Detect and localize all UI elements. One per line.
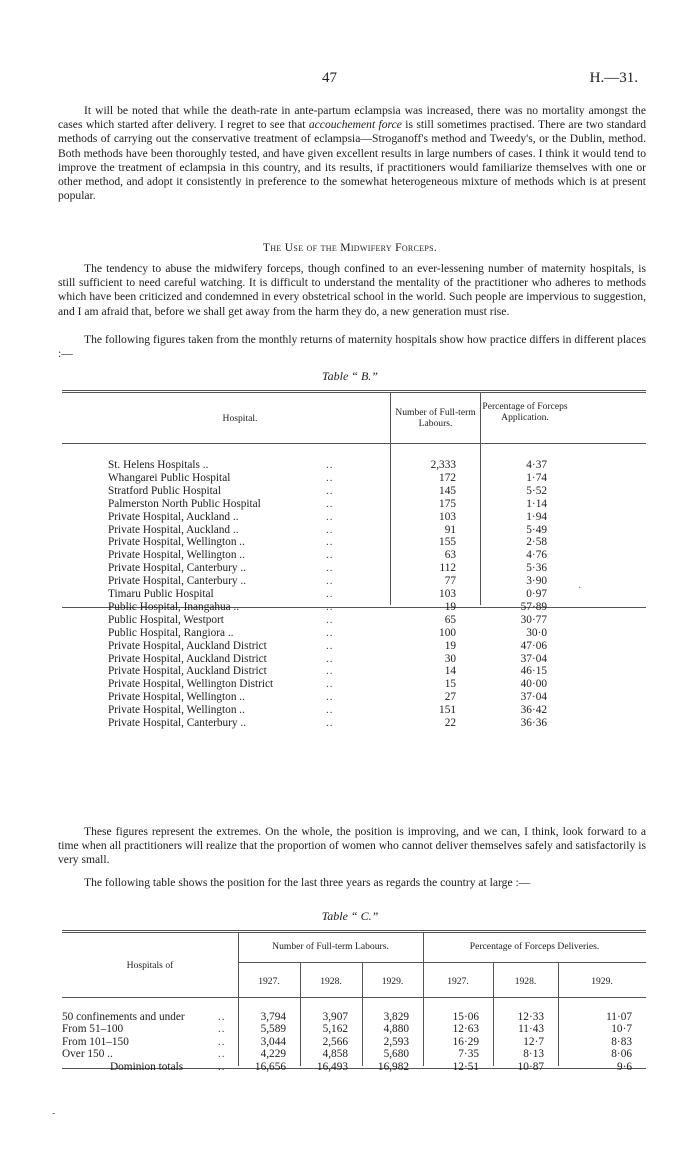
year-header: 1927. <box>258 976 280 987</box>
leader-dots: .. <box>326 484 334 497</box>
hospital-name: Private Hospital, Canterbury .. <box>108 562 247 575</box>
forceps-percentage: 5·52 <box>526 484 547 497</box>
leader-dots: .. <box>326 665 334 678</box>
table-c-header-labours: Number of Full-term Labours. <box>272 941 389 952</box>
labours-value: 2,593 <box>383 1035 409 1048</box>
labours-value: 4,229 <box>260 1048 286 1061</box>
hospital-name: Private Hospital, Wellington .. <box>108 704 245 717</box>
forceps-percentage: 1·74 <box>526 471 547 484</box>
forceps-percentage: 5·36 <box>526 562 547 575</box>
forceps-percentage: 16·29 <box>452 1035 479 1048</box>
leader-dots: .. <box>218 1060 226 1073</box>
hospital-name: Private Hospital, Wellington .. <box>108 691 245 704</box>
labours-value: 3,907 <box>322 1011 348 1023</box>
leader-dots: .. <box>326 549 334 562</box>
page-number: 47 <box>322 70 337 86</box>
stray-mark: · <box>578 583 582 594</box>
labours-value: 2,566 <box>322 1035 348 1048</box>
forceps-percentage: 8·13 <box>523 1048 544 1061</box>
leader-dots: .. <box>218 1048 226 1061</box>
forceps-percentage: 47·06 <box>520 639 547 652</box>
forceps-percentage: 37·04 <box>520 691 547 704</box>
forceps-percentage: 11·07 <box>606 1011 632 1023</box>
full-term-labours: 27 <box>444 691 456 704</box>
leader-dots: .. <box>326 639 334 652</box>
hospital-name: Private Hospital, Auckland District <box>108 665 267 678</box>
stray-mark: - <box>52 1108 56 1119</box>
table-c-header-hospitals: Hospitals of <box>126 960 174 971</box>
full-term-labours: 19 <box>444 639 456 652</box>
paragraph-country-intro: The following table shows the position for the last three years as regards the country at large :— <box>84 876 531 889</box>
paragraph-forceps-abuse: The tendency to abuse the midwifery forceps, though confined to an ever-lessening number of maternity hospitals, is still sufficient to need careful watching. It is difficult to understand the mentality of the practitioner who adheres to methods which have been criticized and condemned in every obstetrical school in the world. Such people are impervious to suggestion, and I am afraid that, before we shall get away from the harm they do, a new generation must rise. <box>58 262 646 318</box>
hospital-name: Palmerston North Public Hospital <box>108 497 261 510</box>
forceps-percentage: 0·97 <box>526 588 547 600</box>
hospital-name: Private Hospital, Canterbury .. <box>108 575 247 588</box>
row-label: 50 confinements and under <box>62 1011 185 1023</box>
forceps-percentage: 1·14 <box>526 497 547 510</box>
leader-dots: .. <box>218 1035 226 1048</box>
full-term-labours: 19 <box>444 600 456 613</box>
forceps-percentage: 4·37 <box>526 459 547 471</box>
full-term-labours: 91 <box>444 523 456 536</box>
full-term-labours: 112 <box>439 562 456 575</box>
year-header: 1927. <box>447 976 469 987</box>
table-b-caption: Table “ B.” <box>322 369 378 383</box>
full-term-labours: 100 <box>439 626 456 639</box>
full-term-labours: 2,333 <box>430 459 456 471</box>
paragraph-text: It will be noted that while the death-rate in ante-partum eclampsia was increased, there was no mortality amongst the cases which started after delivery. I regret to see that <box>58 104 646 132</box>
hospital-name: Private Hospital, Auckland .. <box>108 510 239 523</box>
forceps-percentage: 37·04 <box>520 652 547 665</box>
leader-dots: .. <box>326 459 334 471</box>
labours-value: 3,829 <box>383 1011 409 1023</box>
labours-value: 16,656 <box>254 1060 286 1073</box>
hospital-name: Public Hospital, Westport <box>108 613 224 626</box>
hospital-name: Whangarei Public Hospital <box>108 471 231 484</box>
hospital-name: Stratford Public Hospital <box>108 484 221 497</box>
forceps-percentage: 9·6 <box>616 1060 632 1073</box>
leader-dots: .. <box>326 536 334 549</box>
paragraph-emphasis: accouchement force <box>308 118 402 132</box>
year-header: 1928. <box>514 976 537 987</box>
year-header: 1929. <box>381 976 404 987</box>
labours-value: 4,858 <box>322 1048 348 1061</box>
leader-dots: .. <box>326 678 334 691</box>
hospital-name: Private Hospital, Canterbury .. <box>108 717 247 729</box>
forceps-percentage: 1·94 <box>526 510 547 523</box>
table-b-header-labours: Number of Full-term Labours. <box>395 407 476 429</box>
leader-dots: .. <box>326 613 334 626</box>
full-term-labours: 22 <box>444 717 456 729</box>
forceps-percentage: 7·35 <box>458 1048 479 1061</box>
full-term-labours: 103 <box>439 510 456 523</box>
table-c-header-percentage: Percentage of Forceps Deliveries. <box>469 941 600 952</box>
full-term-labours: 175 <box>439 497 456 510</box>
forceps-percentage: 57·89 <box>520 600 547 613</box>
hospital-name: Private Hospital, Auckland District <box>108 639 267 652</box>
full-term-labours: 63 <box>444 549 456 562</box>
table-rule <box>62 390 646 393</box>
row-label: From 51–100 <box>62 1023 124 1036</box>
page-header <box>0 70 700 94</box>
full-term-labours: 15 <box>444 678 456 691</box>
row-label: From 101–150 <box>62 1035 129 1048</box>
year-header: 1929. <box>591 976 613 987</box>
leader-dots: .. <box>326 562 334 575</box>
document-code: H.—31. <box>589 70 638 86</box>
section-title: The Use of the Midwifery Forceps. <box>262 241 438 254</box>
forceps-percentage: 12·7 <box>523 1035 544 1048</box>
full-term-labours: 145 <box>439 484 456 497</box>
paragraph-figures-intro: The following figures taken from the monthly returns of maternity hospitals show how practice differs in different places :— <box>58 333 646 361</box>
forceps-percentage: 30·77 <box>520 613 547 626</box>
labours-value: 3,794 <box>260 1011 286 1023</box>
forceps-percentage: 10·7 <box>611 1023 632 1036</box>
hospital-name: Public Hospital, Rangiora .. <box>108 626 234 639</box>
leader-dots: .. <box>326 704 334 717</box>
paragraph-eclampsia <box>58 104 646 203</box>
labours-value: 5,680 <box>383 1048 409 1061</box>
table-column-rule <box>423 933 424 1066</box>
hospital-name: Private Hospital, Wellington .. <box>108 536 245 549</box>
forceps-percentage: 4·76 <box>526 549 547 562</box>
labours-value: 16,982 <box>377 1060 409 1073</box>
table-c-caption: Table “ C.” <box>321 909 379 923</box>
forceps-percentage: 10·87 <box>517 1060 544 1073</box>
forceps-percentage: 12·63 <box>452 1023 479 1036</box>
leader-dots: .. <box>326 588 334 600</box>
paragraph-extremes: These figures represent the extremes. On the whole, the position is improving, and we can, I think, look forward to a time when all practitioners will realize that the proportion of women who cannot deliver themselves safely and satisfactorily is very small. <box>58 825 646 867</box>
hospital-name: Private Hospital, Wellington District <box>108 678 274 691</box>
leader-dots: .. <box>218 1023 226 1036</box>
forceps-percentage: 11·43 <box>518 1023 544 1036</box>
hospital-name: Private Hospital, Auckland .. <box>108 523 239 536</box>
full-term-labours: 155 <box>439 536 456 549</box>
labours-value: 5,589 <box>260 1023 286 1036</box>
forceps-percentage: 5·49 <box>526 523 547 536</box>
table-rule <box>62 930 646 933</box>
full-term-labours: 172 <box>439 471 456 484</box>
leader-dots: .. <box>326 497 334 510</box>
hospital-name: Timaru Public Hospital <box>108 588 214 600</box>
year-header: 1928. <box>320 976 342 987</box>
full-term-labours: 14 <box>444 665 456 678</box>
forceps-percentage: 40·00 <box>520 678 547 691</box>
hospital-name: St. Helens Hospitals .. <box>108 459 209 471</box>
forceps-percentage: 3·90 <box>526 575 547 588</box>
leader-dots: .. <box>326 600 334 613</box>
labours-value: 3,044 <box>260 1035 286 1048</box>
leader-dots: .. <box>326 510 334 523</box>
forceps-percentage: 8·83 <box>611 1035 632 1048</box>
leader-dots: .. <box>326 575 334 588</box>
full-term-labours: 65 <box>444 613 456 626</box>
forceps-percentage: 36·36 <box>520 717 547 729</box>
full-term-labours: 151 <box>439 704 456 717</box>
forceps-percentage: 2·58 <box>526 536 547 549</box>
row-label: Dominion totals <box>110 1060 184 1073</box>
leader-dots: .. <box>218 1011 226 1023</box>
table-b-header-hospital: Hospital. <box>222 413 258 424</box>
hospital-name: Public Hospital, Inangahua .. <box>108 600 240 613</box>
leader-dots: .. <box>326 652 334 665</box>
paragraph-text: is still sometimes practised. There are two standard methods of carrying out the conservative treatment of eclampsia—Stroganoff's method and Tweedy's, or the Dublin, method. Both methods have been thoroughly tested, and have given excellent results in large numbers of cases. I think it would tend to improve the treatment of eclampsia in this country, and its results, if practitioners would familiarize themselves with one or other method, and adopt it consistently in preference to the somewhat heterogeneous mixture of methods which is at present popular. <box>58 118 646 203</box>
leader-dots: .. <box>326 691 334 704</box>
leader-dots: .. <box>326 626 334 639</box>
leader-dots: .. <box>326 717 334 729</box>
labours-value: 4,880 <box>383 1023 409 1036</box>
forceps-percentage: 15·06 <box>452 1011 479 1023</box>
forceps-percentage: 12·33 <box>517 1011 544 1023</box>
row-label: Over 150 .. <box>62 1048 113 1061</box>
forceps-percentage: 36·42 <box>520 704 547 717</box>
leader-dots: .. <box>326 523 334 536</box>
leader-dots: .. <box>326 471 334 484</box>
forceps-percentage: 46·15 <box>520 665 547 678</box>
forceps-percentage: 12·51 <box>452 1060 479 1073</box>
full-term-labours: 30 <box>444 652 456 665</box>
labours-value: 5,162 <box>322 1023 348 1036</box>
table-column-rule <box>238 933 239 1066</box>
table-b-header-percentage: Percentage of Forceps Application. <box>482 401 568 423</box>
full-term-labours: 77 <box>444 575 456 588</box>
forceps-percentage: 30·0 <box>526 626 547 639</box>
table-column-rule <box>480 393 481 605</box>
forceps-percentage: 8·06 <box>611 1048 632 1061</box>
table-rule <box>62 443 646 444</box>
labours-value: 16,493 <box>316 1060 348 1073</box>
hospital-name: Private Hospital, Auckland District <box>108 652 267 665</box>
hospital-name: Private Hospital, Wellington .. <box>108 549 245 562</box>
full-term-labours: 103 <box>439 588 456 600</box>
